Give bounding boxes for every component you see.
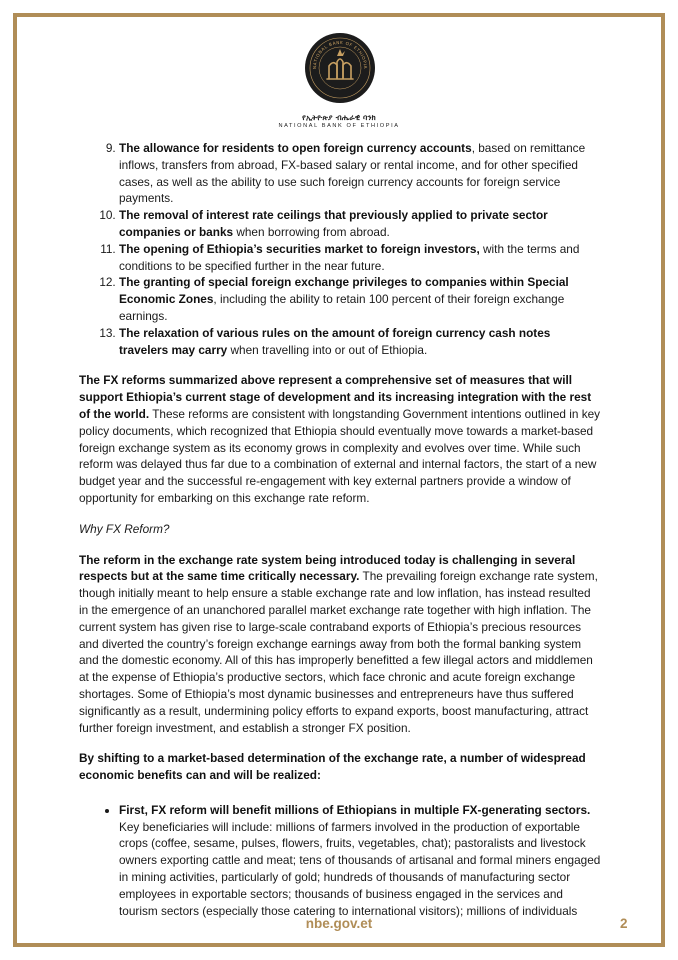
logo-amharic-text: የኢትዮጵያ ብሔራዊ ባንክ bbox=[302, 113, 376, 122]
paragraph-reform-rationale: The reform in the exchange rate system being introduced today is challenging in several respects but at the same time critically necessary. The prevailing foreign exchange rate system, though initially meant to help ensure a stable exchange rate and low inflation, has instead resulted in the emergence of an unanchored parallel market exchange rate together with high inflation. The current system has given rise to large-scale contraband exports of Ethiopia’s precious resources and diverted the country’s foreign exchange earnings away from both the formal banking system and the domestic economy. All of this has improperly benefitted a few illegal actors and middlemen at the expense of Ethiopia’s productive sectors, which face chronic and acute foreign exchange shortages. Some of Ethiopia’s most dynamic businesses and entrepreneurs have thus suffered significantly as a result, undermining policy efforts to expand exports, boost manufacturing, attract further foreign investment, and establish a stronger FX position. bbox=[79, 552, 598, 735]
list-item: 12. The granting of special foreign exchange privileges to companies within Special Economic Zones, including the ability to retain 100 percent of their foreign exchange earnings. bbox=[119, 274, 602, 324]
reform-numbered-list bbox=[79, 140, 602, 358]
logo-english-text: NATIONAL BANK OF ETHIOPIA bbox=[278, 123, 400, 129]
list-item: 13. The relaxation of various rules on the amount of foreign currency cash notes travelers may carry when travelling into or out of Ethiopia. bbox=[119, 325, 602, 359]
list-item: 9. The allowance for residents to open foreign currency accounts, based on remittance inflows, transfers from abroad, FX-based salary or rental income, and for other specified cases, as well as the ability to use such foreign currency accounts for foreign service payments. bbox=[119, 140, 602, 207]
benefits-bullet-list bbox=[79, 802, 602, 920]
section-heading: Why FX Reform? bbox=[79, 521, 170, 536]
paragraph-benefits-intro: By shifting to a market-based determination of the exchange rate, a number of widespread economic benefits can and will be realized: bbox=[79, 751, 586, 783]
document-body bbox=[79, 140, 602, 919]
logo-ring-text: NATIONAL BANK OF ETHIOPIA bbox=[311, 39, 369, 70]
page-number: 2 bbox=[620, 916, 628, 931]
list-item: 10. The removal of interest rate ceilings that previously applied to private sector companies or banks when borrowing from abroad. bbox=[119, 207, 602, 241]
list-item: 11. The opening of Ethiopia’s securities market to foreign investors, with the terms and conditions to be specified further in the near future. bbox=[119, 241, 602, 275]
footer-website: nbe.gov.et bbox=[305, 916, 373, 931]
list-item: • First, FX reform will benefit millions of Ethiopians in multiple FX-generating sectors. Key beneficiaries will include: millions of farmers involved in the production of exportable crops (coffee, sesame, pulses, flowers, fruits, vegetables, chat); pastoralists and livestock owners exporting cattle and meat; tens of thousands of artisanal and formal miners engaged in mining activities, particularly of gold; hundreds of thousands of manufacturing sector employees in exportable sectors; thousands of business engaged in the services and tourism sectors (especially those catering to international visitors); millions of individuals bbox=[119, 802, 602, 920]
paragraph-fx-summary: The FX reforms summarized above represent a comprehensive set of measures that will support Ethiopia’s current stage of development and its increasing integration with the rest of the world. These reforms are consistent with longstanding Government intentions outlined in key policy documents, which recognized that Ethiopia should eventually move towards a market-based foreign exchange system as its economy grows in complexity and evolves over time. While such reform was delayed thus far due to a combination of external and internal factors, the start of a new budget year and the successful re-engagement with key external partners provide a window of opportunity for embarking on this exchange rate reform. bbox=[79, 373, 601, 505]
bank-logo bbox=[304, 32, 376, 104]
